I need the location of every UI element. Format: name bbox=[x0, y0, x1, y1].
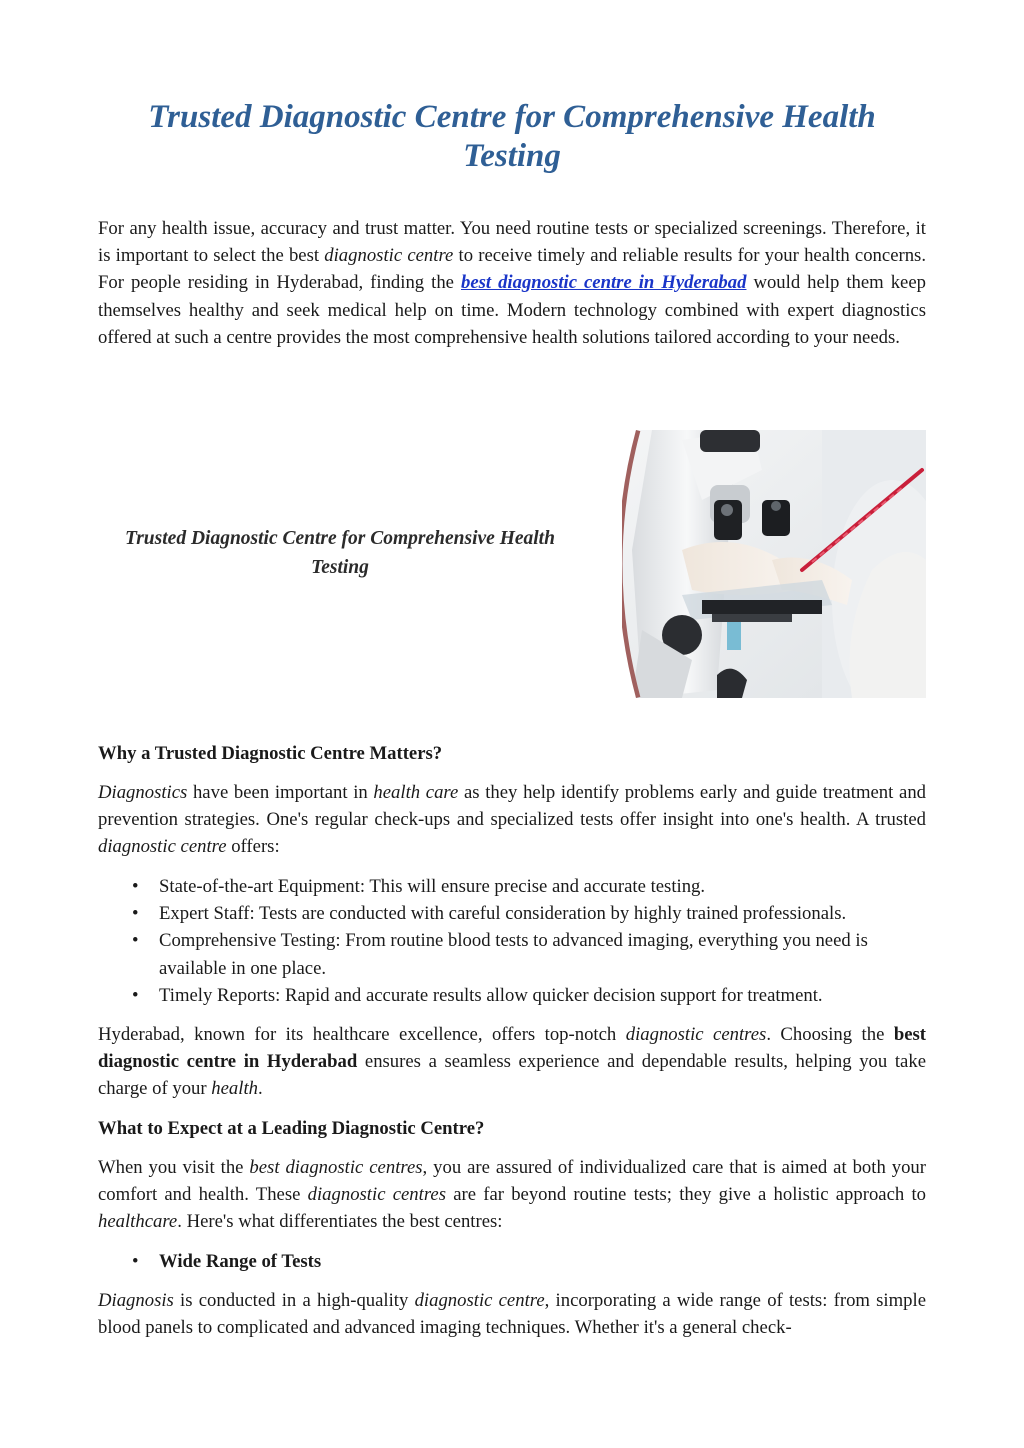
list-item: • Expert Staff: Tests are conducted with careful consideration by highly trained professionals. bbox=[98, 900, 926, 927]
bullet-icon: • bbox=[132, 876, 139, 897]
list-item: • Wide Range of Tests bbox=[98, 1248, 926, 1275]
bullet-icon: • bbox=[132, 930, 139, 952]
bullet-icon: • bbox=[132, 984, 139, 1006]
bullet-icon: • bbox=[132, 1251, 139, 1272]
intro-paragraph: For any health issue, accuracy and trust matter. You need routine tests or specialized screenings. Therefore, it is important to select the best diagnostic centre to receive timely and reliable results for your health concerns. For people residing in Hyderabad, finding the best diagnostic centre in Hyderabad would help them keep themselves healthy and seek medical help on time. Modern technology combined with expert diagnostics offered at such a centre provides the most comprehensive health solutions tailored according to your needs. bbox=[98, 218, 926, 348]
section2-paragraph-2: Diagnosis is conducted in a high-quality diagnostic centre, incorporating a wide range of tests: from simple blood panels to complicated and advanced imaging techniques. Whether it's a general check- bbox=[98, 1290, 926, 1339]
list-item: • Comprehensive Testing: From routine blood tests to advanced imaging, everything you need is available in one place. bbox=[98, 927, 926, 981]
section1-paragraph-2: Hyderabad, known for its healthcare excellence, offers top-notch diagnostic centres. Choosing the best diagnostic centre in Hyderabad ensures a seamless experience and dependable results, helping you take charge of your health. bbox=[98, 1024, 927, 1100]
list-item: • State-of-the-art Equipment: This will ensure precise and accurate testing. bbox=[98, 873, 926, 900]
tests-list bbox=[98, 1248, 926, 1275]
page-title: Trusted Diagnostic Centre for Comprehensive Health Testing bbox=[148, 99, 876, 174]
list-item: • Timely Reports: Rapid and accurate results allow quicker decision support for treatment. bbox=[98, 982, 926, 1009]
section-heading-why: Why a Trusted Diagnostic Centre Matters? bbox=[98, 743, 443, 764]
bullet-icon: • bbox=[132, 903, 139, 925]
benefits-list bbox=[98, 873, 926, 1009]
section-heading-expect: What to Expect at a Leading Diagnostic Centre? bbox=[98, 1118, 485, 1139]
microscope-photo bbox=[622, 430, 926, 698]
section2-paragraph-1: When you visit the best diagnostic centres, you are assured of individualized care that is aimed at both your comfort and health. These diagnostic centres are far beyond routine tests; they give a holistic approach to healthcare. Here's what differentiates the best centres: bbox=[98, 1157, 926, 1233]
section1-paragraph-1: Diagnostics have been important in health care as they help identify problems early and guide treatment and prevention strategies. One's regular check-ups and specialized tests offer insight into one's health. A trusted diagnostic centre offers: bbox=[98, 782, 927, 858]
banner-image bbox=[98, 430, 926, 698]
banner-caption: Trusted Diagnostic Centre for Comprehensive Health Testing bbox=[125, 528, 555, 578]
best-diagnostic-centre-link[interactable]: best diagnostic centre in Hyderabad bbox=[460, 272, 747, 294]
